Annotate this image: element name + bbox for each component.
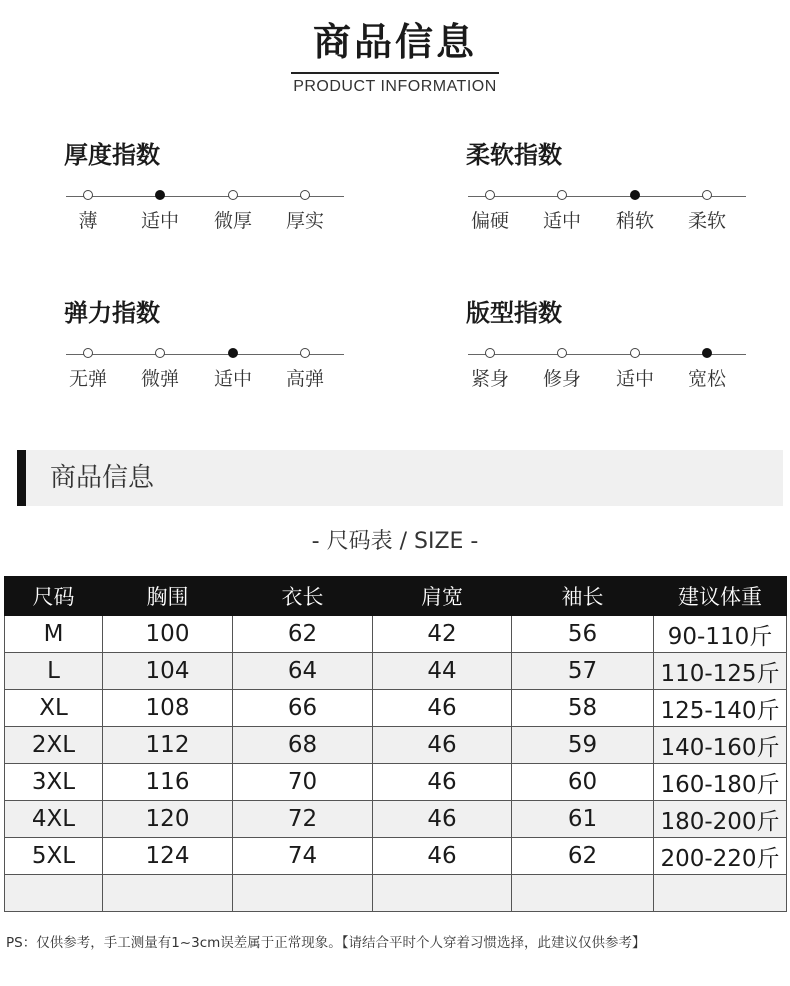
index-option-label: 微厚 — [213, 210, 252, 232]
index-option-label: 适中 — [542, 210, 581, 232]
index-option-label: 稍软 — [615, 210, 654, 232]
table-cell: 200-220斤 — [654, 838, 787, 875]
table-row — [5, 838, 787, 875]
index-dot — [228, 348, 238, 358]
table-cell — [654, 875, 787, 912]
index-option-label: 适中 — [213, 368, 252, 390]
table-cell: 44 — [373, 653, 512, 690]
index-dot — [300, 190, 310, 200]
column-header: 衣长 — [233, 577, 373, 616]
table-cell: 46 — [373, 838, 512, 875]
table-header-row — [5, 577, 787, 616]
table-cell — [5, 875, 103, 912]
table-row — [5, 690, 787, 727]
table-cell: 62 — [512, 838, 654, 875]
index-dot — [300, 348, 310, 358]
table-cell: 5XL — [5, 838, 103, 875]
index-option-label: 修身 — [542, 368, 581, 390]
index-dot — [485, 348, 495, 358]
table-cell — [103, 875, 233, 912]
index-option-label: 无弹 — [68, 368, 107, 390]
table-cell: 160-180斤 — [654, 764, 787, 801]
table-row — [5, 616, 787, 653]
index-dot — [557, 348, 567, 358]
table-cell: 110-125斤 — [654, 653, 787, 690]
table-row — [5, 801, 787, 838]
table-cell: 66 — [233, 690, 373, 727]
table-cell — [373, 875, 512, 912]
table-cell: 62 — [233, 616, 373, 653]
table-cell: 108 — [103, 690, 233, 727]
index-option-label: 偏硬 — [470, 210, 509, 232]
size-caption: - 尺码表 / SIZE - — [311, 529, 479, 554]
table-cell: 124 — [103, 838, 233, 875]
index-title: 版型指数 — [466, 299, 562, 327]
index-thickness — [64, 140, 364, 250]
index-softness — [466, 140, 766, 250]
index-option-label: 厚实 — [285, 210, 324, 232]
index-option-label: 微弹 — [140, 368, 179, 390]
table-cell: 2XL — [5, 727, 103, 764]
column-header: 肩宽 — [373, 577, 512, 616]
index-dot — [83, 348, 93, 358]
index-dot — [155, 190, 165, 200]
table-cell: L — [5, 653, 103, 690]
table-cell: M — [5, 616, 103, 653]
table-cell: 68 — [233, 727, 373, 764]
page-subtitle: PRODUCT INFORMATION — [293, 78, 497, 95]
table-cell: 57 — [512, 653, 654, 690]
section-banner — [17, 450, 783, 506]
table-row — [5, 727, 787, 764]
index-dot — [155, 348, 165, 358]
table-cell — [233, 875, 373, 912]
index-option-label: 紧身 — [470, 368, 509, 390]
index-dot — [702, 348, 712, 358]
table-cell: 58 — [512, 690, 654, 727]
index-option-label: 柔软 — [687, 210, 726, 232]
table-cell: 112 — [103, 727, 233, 764]
page-title: 商品信息 — [312, 20, 477, 64]
column-header: 建议体重 — [654, 577, 787, 616]
table-cell: 42 — [373, 616, 512, 653]
index-dot — [630, 348, 640, 358]
table-cell: 4XL — [5, 801, 103, 838]
table-cell: 104 — [103, 653, 233, 690]
table-row — [5, 764, 787, 801]
table-cell: 56 — [512, 616, 654, 653]
table-cell: 120 — [103, 801, 233, 838]
banner-accent-bar — [17, 450, 26, 506]
index-dot — [83, 190, 93, 200]
table-cell: 60 — [512, 764, 654, 801]
footnote: PS：仅供参考，手工测量有1~3cm误差属于正常现象。【请结合平时个人穿着习惯选择，此建议仅供参考】 — [6, 935, 646, 951]
table-cell — [512, 875, 654, 912]
index-option-label: 适中 — [140, 210, 179, 232]
index-dot — [485, 190, 495, 200]
index-elasticity — [64, 298, 364, 408]
table-cell: 90-110斤 — [654, 616, 787, 653]
index-dot — [228, 190, 238, 200]
column-header: 胸围 — [103, 577, 233, 616]
size-table — [4, 576, 787, 912]
table-cell: XL — [5, 690, 103, 727]
index-title: 柔软指数 — [466, 141, 562, 169]
table-cell: 180-200斤 — [654, 801, 787, 838]
index-option-label: 高弹 — [285, 368, 324, 390]
title-rule — [291, 72, 499, 74]
table-row — [5, 653, 787, 690]
column-header: 尺码 — [5, 577, 103, 616]
index-option-label: 宽松 — [687, 368, 726, 390]
table-cell: 3XL — [5, 764, 103, 801]
table-cell: 46 — [373, 690, 512, 727]
table-cell: 46 — [373, 727, 512, 764]
section-title: 商品信息 — [50, 463, 155, 493]
table-cell: 61 — [512, 801, 654, 838]
table-cell: 46 — [373, 801, 512, 838]
table-row — [5, 875, 787, 912]
index-title: 厚度指数 — [64, 141, 160, 169]
index-title: 弹力指数 — [64, 299, 160, 327]
table-cell: 116 — [103, 764, 233, 801]
table-cell: 70 — [233, 764, 373, 801]
table-cell: 64 — [233, 653, 373, 690]
table-cell: 59 — [512, 727, 654, 764]
table-cell: 46 — [373, 764, 512, 801]
table-cell: 140-160斤 — [654, 727, 787, 764]
table-cell: 74 — [233, 838, 373, 875]
table-cell: 125-140斤 — [654, 690, 787, 727]
index-dot — [702, 190, 712, 200]
index-option-label: 薄 — [78, 210, 98, 232]
index-dot — [630, 190, 640, 200]
index-option-label: 适中 — [615, 368, 654, 390]
index-dot — [557, 190, 567, 200]
column-header: 袖长 — [512, 577, 654, 616]
table-cell: 100 — [103, 616, 233, 653]
index-fit — [466, 298, 766, 408]
table-cell: 72 — [233, 801, 373, 838]
